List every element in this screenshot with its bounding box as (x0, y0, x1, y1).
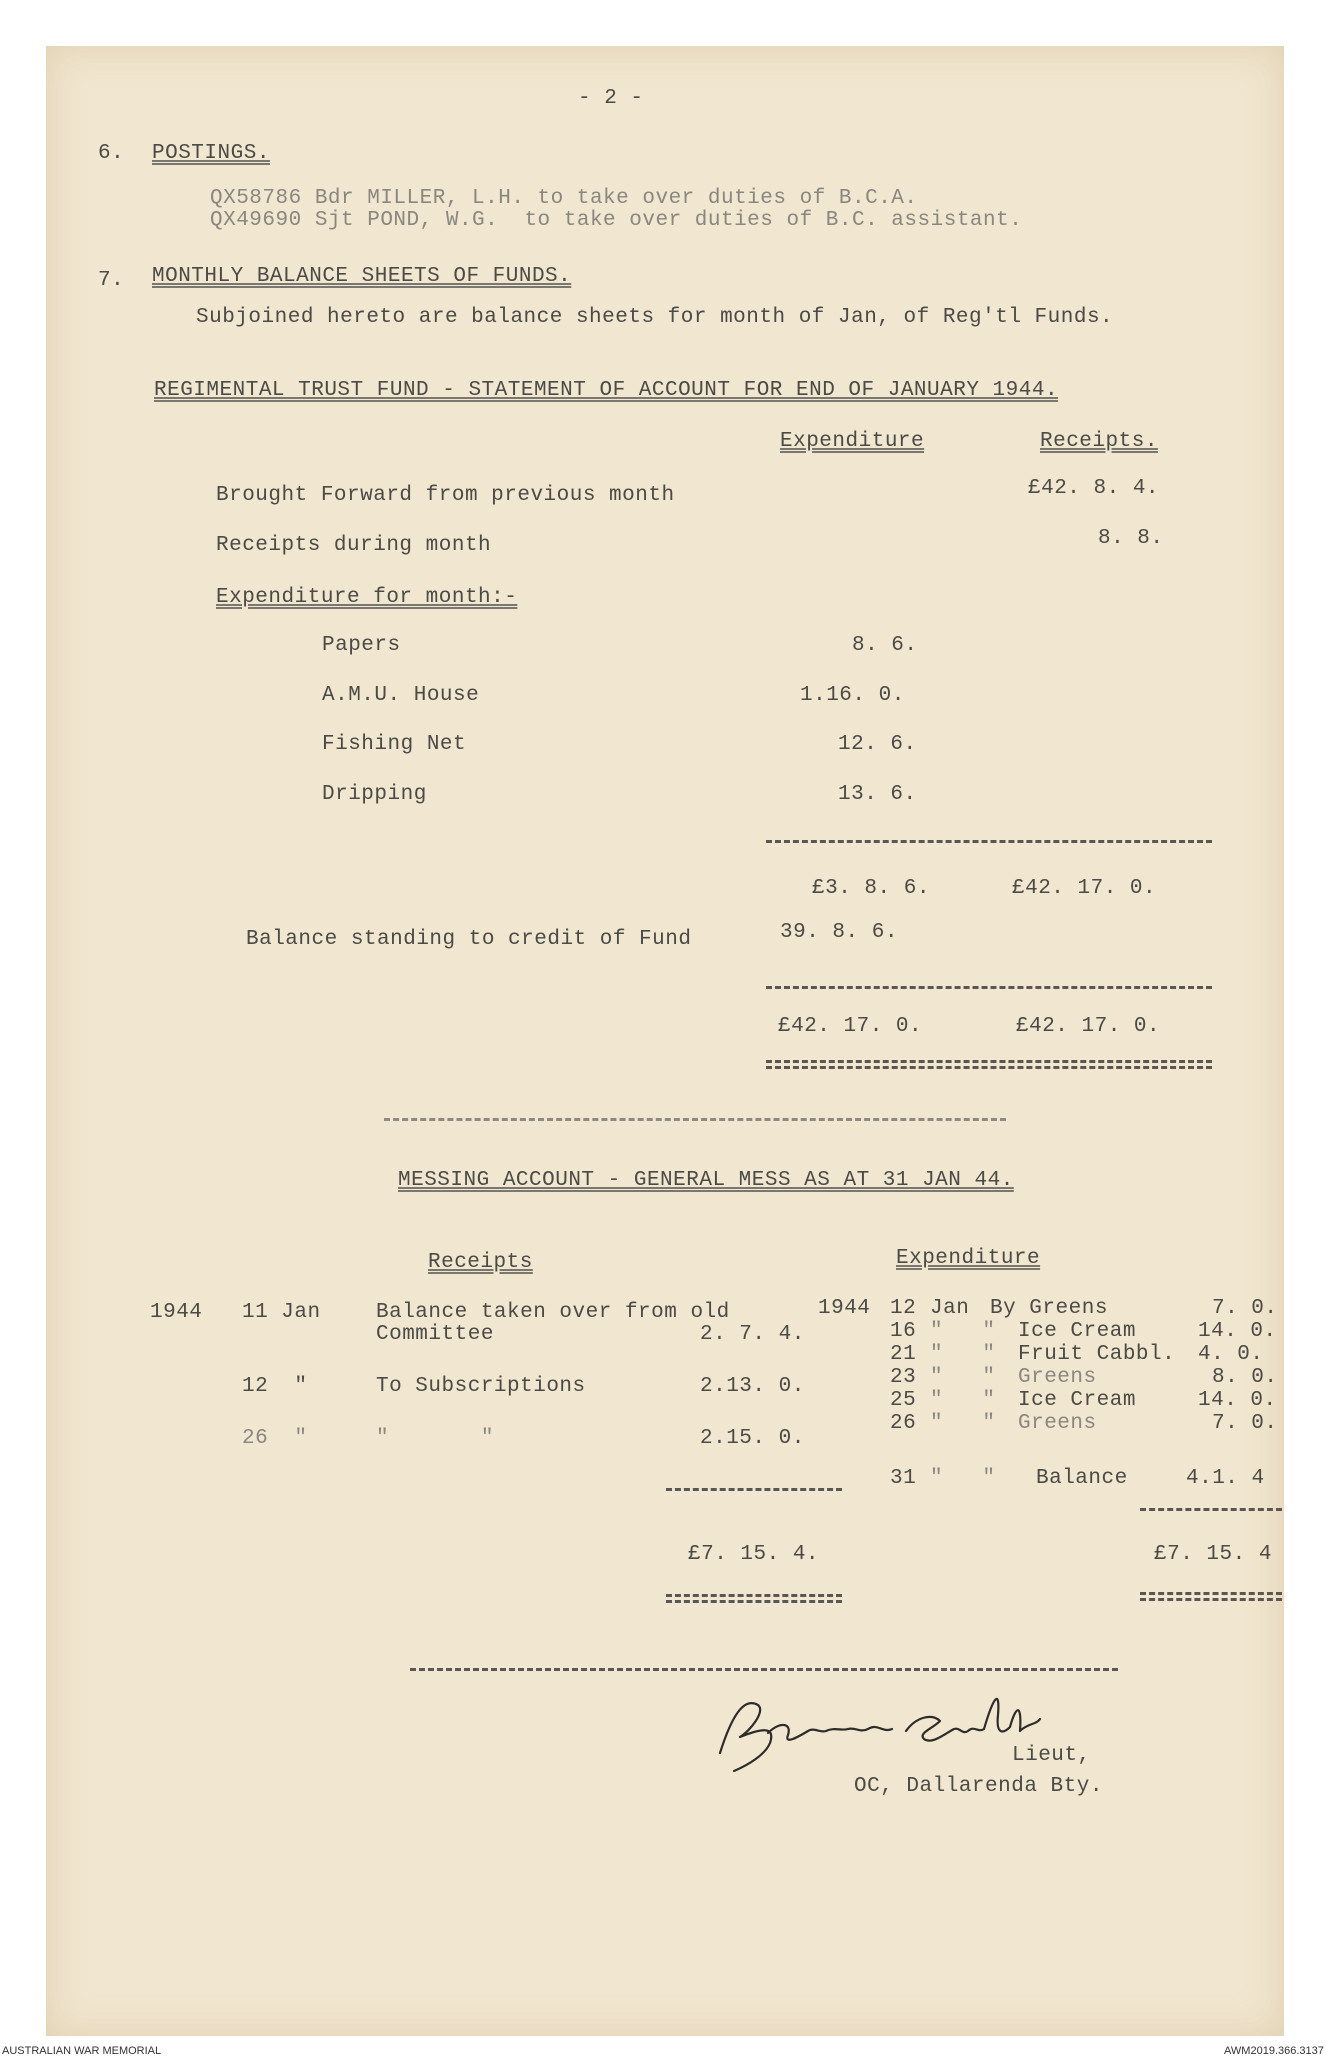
total-rule-bottom-double (766, 1066, 1212, 1069)
receipt-year: 1944 (150, 1301, 203, 1324)
receipts-total: £7. 15. 4. (688, 1543, 820, 1566)
expenditure-total-rule-bottom (1140, 1592, 1282, 1595)
section-separator (384, 1118, 1006, 1121)
expenditure-day: 25 (890, 1389, 917, 1412)
expenditure-total-rule-bottom-double (1140, 1598, 1282, 1601)
expense-label: Dripping (322, 783, 427, 806)
item7-line1: Subjoined hereto are balance sheets for month of Jan, of Reg'tl Funds. (196, 306, 1114, 329)
footer-accession-number: AWM2019.366.3137 (1224, 2045, 1324, 2057)
receipts-heading: Receipts (428, 1251, 533, 1274)
signature (710, 1675, 1110, 1785)
expense-label: Fishing Net (322, 733, 467, 756)
receipt-desc: To Subscriptions (376, 1375, 586, 1398)
expenditure-day: 21 (890, 1343, 917, 1366)
expenditure-desc: Ice Cream (1018, 1389, 1136, 1412)
expenditure-desc: Greens (1018, 1366, 1097, 1389)
balance-amount: 39. 8. 6. (780, 921, 898, 944)
receipts-total-rule-top (666, 1488, 842, 1491)
expenditure-day: 23 (890, 1366, 917, 1389)
messing-title: MESSING ACCOUNT - GENERAL MESS AS AT 31 JAN 44. (398, 1169, 1014, 1192)
expenditure-amount: 7. 0. (1212, 1412, 1278, 1435)
expenditure-desc: By Greens (990, 1297, 1108, 1320)
expenditure-day: 12 (890, 1297, 917, 1320)
subtotal-rule (766, 840, 1212, 843)
expense-amount: 12. 6. (838, 733, 917, 756)
receipt-desc: Balance taken over from old (376, 1301, 730, 1324)
receipt-amount: 2.15. 0. (700, 1427, 805, 1450)
expenditure-amount: 4.1. 4 (1186, 1467, 1265, 1490)
receipts-during-month-label: Receipts during month (216, 534, 492, 557)
expenditure-month: " " (930, 1467, 996, 1490)
expenditure-amount: 4. 0. (1198, 1343, 1264, 1366)
expenditure-month: Jan (930, 1297, 970, 1320)
expenditure-year: 1944 (818, 1297, 871, 1320)
expenditure-desc: Greens (1018, 1412, 1097, 1435)
section-separator-bottom (410, 1668, 1118, 1671)
receipts-total-rule-bottom (666, 1594, 842, 1597)
receipt-amount: 2. 7. 4. (700, 1323, 805, 1346)
item6-heading: POSTINGS. (152, 142, 270, 165)
item6-line2: QX49690 Sjt POND, W.G. to take over duties of B.C. assistant. (210, 209, 1023, 232)
expenditure-amount: 14. 0. (1198, 1320, 1277, 1343)
receipt-date: 26 " (242, 1427, 308, 1450)
receipts-total-rule-bottom-double (666, 1600, 842, 1603)
total-rule-top (766, 986, 1212, 989)
signatory-position: OC, Dallarenda Bty. (854, 1775, 1103, 1798)
subtotal-expenditure: £3. 8. 6. (812, 877, 930, 900)
expenditure-desc: Ice Cream (1018, 1320, 1136, 1343)
total-rule-bottom (766, 1060, 1212, 1063)
receipt-amount: 2.13. 0. (700, 1375, 805, 1398)
receipt-date: 11 Jan (242, 1301, 321, 1324)
col-expenditure-heading: Expenditure (780, 430, 925, 453)
signatory-rank: Lieut, (1012, 1744, 1091, 1767)
expenditure-heading: Expenditure for month:- (216, 586, 518, 609)
expenditure-desc: Balance (1036, 1467, 1128, 1490)
expenditure-day: 16 (890, 1320, 917, 1343)
subtotal-receipts: £42. 17. 0. (1012, 877, 1157, 900)
receipts-during-month-amount: 8. 8. (1098, 527, 1164, 550)
fund-title: REGIMENTAL TRUST FUND - STATEMENT OF ACCOUNT FOR END OF JANUARY 1944. (154, 379, 1059, 402)
brought-forward-amount: £42. 8. 4. (1028, 477, 1160, 500)
footer-institution: AUSTRALIAN WAR MEMORIAL (2, 2045, 162, 2057)
receipt-desc: Committee (376, 1323, 494, 1346)
expenditure-month: " " (930, 1343, 996, 1366)
expense-amount: 8. 6. (852, 634, 918, 657)
receipt-date: 12 " (242, 1375, 308, 1398)
expense-amount: 13. 6. (838, 783, 917, 806)
expenditure-month: " " (930, 1389, 996, 1412)
item7-number: 7. (98, 269, 125, 292)
page-number: - 2 - (578, 87, 644, 110)
messing-expenditure-heading: Expenditure (896, 1247, 1041, 1270)
item6-line1: QX58786 Bdr MILLER, L.H. to take over duties of B.C.A. (210, 187, 918, 210)
total-expenditure: £42. 17. 0. (778, 1015, 923, 1038)
expenditure-desc: Fruit Cabbl. (1018, 1343, 1176, 1366)
expense-amount: 1.16. 0. (800, 684, 905, 707)
expense-label: Papers (322, 634, 401, 657)
expenditure-day: 31 (890, 1467, 917, 1490)
expenditure-amount: 7. 0. (1212, 1297, 1278, 1320)
expenditure-month: " " (930, 1412, 996, 1435)
item6-number: 6. (98, 142, 125, 165)
expenditure-amount: 14. 0. (1198, 1389, 1277, 1412)
expenditure-amount: 8. 0. (1212, 1366, 1278, 1389)
balance-label: Balance standing to credit of Fund (246, 928, 692, 951)
expense-label: A.M.U. House (322, 684, 480, 707)
brought-forward-label: Brought Forward from previous month (216, 484, 675, 507)
expenditure-month: " " (930, 1366, 996, 1389)
item7-heading: MONTHLY BALANCE SHEETS OF FUNDS. (152, 265, 572, 288)
expenditure-total-rule-top (1140, 1508, 1282, 1511)
receipt-desc: " " (376, 1427, 494, 1450)
expenditure-day: 26 (890, 1412, 917, 1435)
expenditure-month: " " (930, 1320, 996, 1343)
expenditure-total: £7. 15. 4 (1154, 1543, 1272, 1566)
total-receipts: £42. 17. 0. (1016, 1015, 1161, 1038)
col-receipts-heading: Receipts. (1040, 430, 1158, 453)
